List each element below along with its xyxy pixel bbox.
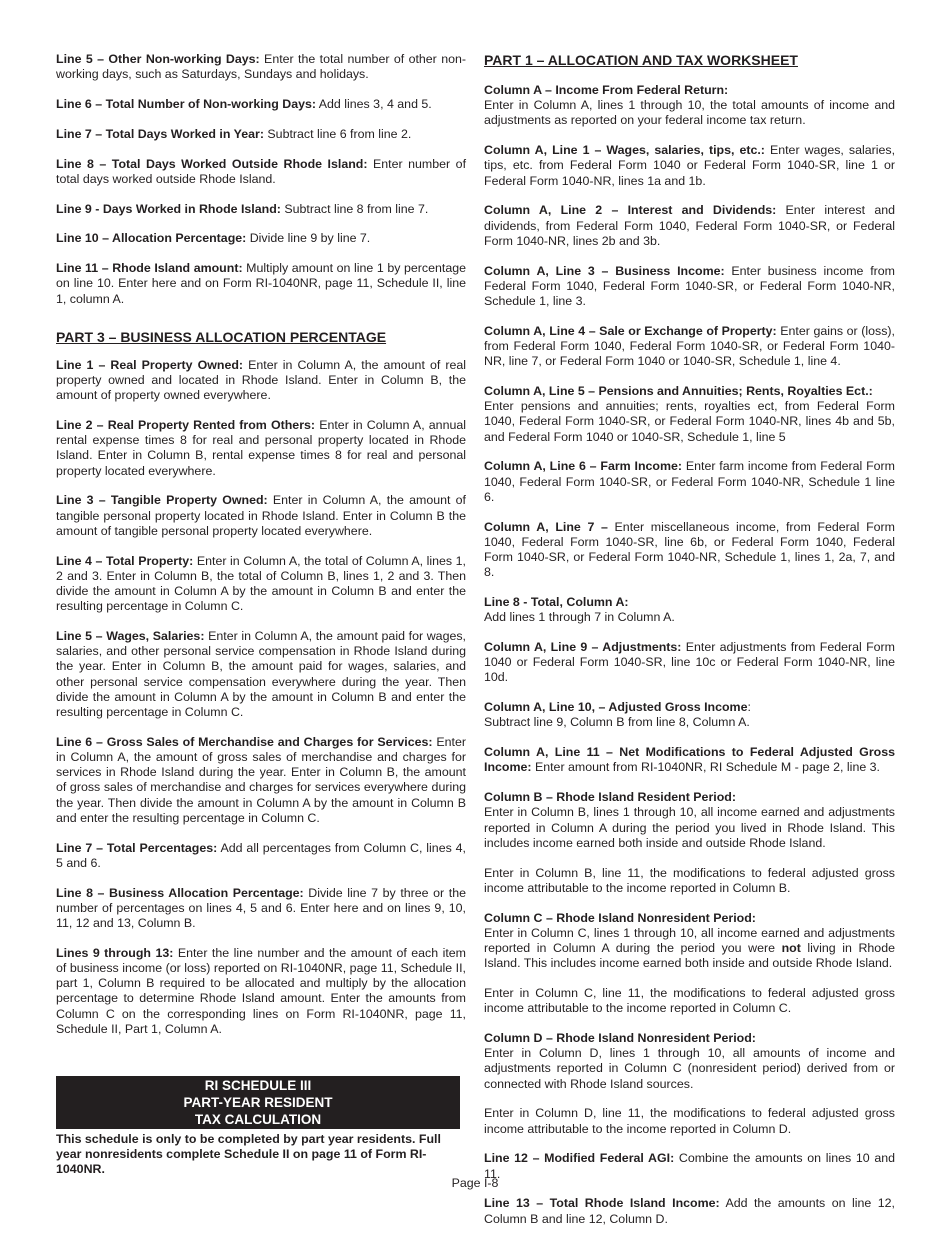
part3-instruction xyxy=(56,735,466,826)
part3-instruction-heading: Line 1 – Real Property Owned: xyxy=(56,357,244,372)
block-body: Enter in Column B, line 11, the modifications to federal adjusted gross income attributable to the income reported in Column B. xyxy=(484,865,895,895)
block-body: Enter interest and dividends, from Federal Form 1040, Federal Form 1040-SR, or Federal Form 1040-NR, lines 2b and 3b. xyxy=(484,203,895,248)
left-lines-top xyxy=(56,52,466,307)
line-instruction xyxy=(56,202,466,217)
instruction-block xyxy=(484,1196,895,1226)
block-heading-text: Column B – Rhode Island Resident Period: xyxy=(484,790,736,805)
block-body: Enter business income from Federal Form 1040, Federal Form 1040-SR, or Federal Form 1040-NR, Schedule 1, line 3. xyxy=(484,263,895,309)
instruction-block xyxy=(484,143,895,189)
part3-instruction xyxy=(56,629,466,720)
instruction-block xyxy=(484,324,895,370)
line-instruction-heading: Line 5 – Other Non-working Days: xyxy=(56,52,260,66)
block-heading xyxy=(484,83,895,98)
line-instruction-heading: Line 6 – Total Number of Non-working Days: xyxy=(56,97,316,111)
instruction-block xyxy=(484,790,895,851)
line-instruction xyxy=(56,157,466,187)
line-instruction xyxy=(56,261,466,307)
block-body: Enter wages, salaries, tips, etc. from Federal Form 1040 or Federal Form 1040-SR, line 1 or Federal Form 1040-NR, lines 1a and 1b. xyxy=(484,143,896,188)
block-heading xyxy=(484,790,895,805)
line-instruction xyxy=(56,127,466,142)
instruction-block xyxy=(484,459,895,505)
block-body: Enter miscellaneous income, from Federal Form 1040, Federal Form 1040-SR, line 6b, or Federal Form 1040, Federal Form 1040-SR, or Federal Form 1040-NR, Schedule 1, lines 1, 2a, 7, and 8. xyxy=(484,519,895,580)
block-heading-text: Column A – Income From Federal Return: xyxy=(484,83,729,97)
line-instruction-text: Enter number of total days worked outside Rhode Island. xyxy=(56,156,467,186)
part3-instruction xyxy=(56,358,466,404)
part3-instruction xyxy=(56,886,466,932)
block-body: Enter in Column D, lines 1 through 10, all amounts of income and adjustments reported in Column C (nonresident period) derived from or connected with Rhode Island sources. xyxy=(484,1046,895,1091)
part3-instruction xyxy=(56,418,466,479)
right-column xyxy=(484,52,895,1241)
line-instruction-text: Subtract line 6 from line 2. xyxy=(263,126,412,141)
block-body: Add lines 1 through 7 in Column A. xyxy=(484,610,675,625)
block-body: Enter in Column A, lines 1 through 10, the total amounts of income and adjustments as reported on your federal income tax return. xyxy=(484,98,895,128)
block-heading: Line 13 – Total Rhode Island Income: xyxy=(484,1196,720,1211)
block-body: Enter gains or (loss), from Federal Form 1040, Federal Form 1040-SR, or Federal Form 1040-NR, line 7, or Federal Form 1040 or 1040-SR, Schedule 1, line 4. xyxy=(484,323,895,369)
part3-instruction xyxy=(56,554,466,615)
block-heading-text: Column A, Line 10, – Adjusted Gross Income xyxy=(484,700,748,715)
block-body: Combine the amounts on lines 10 and 11. xyxy=(484,1151,895,1181)
part3-instruction xyxy=(56,946,466,1037)
page-number: Page I-8 xyxy=(451,1176,499,1190)
line-instruction-heading: Line 8 – Total Days Worked Outside Rhode Island: xyxy=(56,156,368,171)
block-heading: Column A, Line 7 – xyxy=(484,519,608,534)
instruction-block xyxy=(484,640,895,686)
block-body: Enter pensions and annuities; rents, royalties ect, from Federal Form 1040, Federal Form 1040-SR, or Federal Form 1040-NR, lines 4b and 5b, and Federal Form 1040 or 1040-SR, Schedule 1, line 5 xyxy=(484,399,895,444)
line-instruction xyxy=(56,97,466,112)
part3-instruction-heading: Lines 9 through 13: xyxy=(56,945,174,960)
heading-colon: : xyxy=(747,700,751,715)
schedule-iii-box xyxy=(56,1076,460,1129)
block-heading: Line 12 – Modified Federal AGI: xyxy=(484,1151,675,1166)
block-heading: Column A, Line 4 – Sale or Exchange of Property: xyxy=(484,323,777,338)
line-instruction-text: Add lines 3, 4 and 5. xyxy=(316,97,432,111)
line-instruction-text: Subtract line 8 from line 7. xyxy=(280,201,429,216)
part3-title: PART 3 – BUSINESS ALLOCATION PERCENTAGE xyxy=(56,328,387,345)
block-heading-text: Column A, Line 5 – Pensions and Annuities; Rents, Royalties Ect.: xyxy=(484,384,873,399)
block-heading-text: Column D – Rhode Island Nonresident Period: xyxy=(484,1031,756,1046)
block-heading: Column A, Line 11 – Net Modifications to Federal Adjusted Gross Income: xyxy=(484,745,895,775)
part3-instruction-heading: Line 5 – Wages, Salaries: xyxy=(56,629,205,644)
block-body: Enter in Column D, line 11, the modifications to federal adjusted gross income attributable to the income reported in Column D. xyxy=(484,1106,895,1136)
part3-instruction-heading: Line 3 – Tangible Property Owned: xyxy=(56,493,268,508)
instruction-block xyxy=(484,1031,895,1092)
block-heading xyxy=(484,1031,895,1046)
instruction-block xyxy=(484,986,895,1016)
part3-instruction-heading: Line 2 – Real Property Rented from Others: xyxy=(56,418,316,432)
part3-instruction-heading: Line 6 – Gross Sales of Merchandise and Charges for Services: xyxy=(56,734,433,749)
line-instruction-heading: Line 10 – Allocation Percentage: xyxy=(56,231,247,246)
instruction-block xyxy=(484,520,895,581)
line-instruction-text: Multiply amount on line 1 by percentage on line 10. Enter here and on Form RI-1040NR, page 11, Schedule II, line 1, column A. xyxy=(56,261,467,306)
part1-blocks xyxy=(484,83,895,896)
block-heading xyxy=(484,595,895,610)
instruction-block xyxy=(484,1106,895,1136)
block-heading-text: Line 8 - Total, Column A: xyxy=(484,595,629,610)
block-heading xyxy=(484,384,895,399)
column-c-body-text-2: living in Rhode Island. This includes income earned both inside and outside Rhode Island. xyxy=(484,941,895,971)
part3-instruction-text: Enter in Column A, the amount of tangible personal property located in Rhode Island. Enter in Column B the amount of tangible personal property located everywhere. xyxy=(56,493,466,538)
part3-instruction-heading: Line 7 – Total Percentages: xyxy=(56,840,218,855)
part3-lines xyxy=(56,358,466,1037)
line-instruction xyxy=(56,52,466,82)
instruction-block xyxy=(484,595,895,625)
block-heading: Column A, Line 3 – Business Income: xyxy=(484,263,725,278)
part3-instruction-text: Enter in Column A, the amount paid for wages, salaries, and other personal service compensation in Rhode Island during the year. Enter in Column B, the amount paid for wages, salaries, and other personal service compensation everywhere during the year. Then divide the amount in Column A by the amount in Column B and enter the resulting percentage in Column C. xyxy=(56,629,466,720)
block-body: Enter farm income from Federal Form 1040, Federal Form 1040-SR, or Federal Form 1040-NR, Schedule 1 line 6. xyxy=(484,459,895,504)
block-body: Enter amount from RI-1040NR, RI Schedule M - page 2, line 3. xyxy=(531,760,880,775)
line-instruction-text: Enter the total number of other non-working days, such as Saturdays, Sundays and holidays. xyxy=(56,52,466,82)
block-body: Enter in Column C, line 11, the modifications to federal adjusted gross income attributable to the income reported in Column C. xyxy=(484,986,895,1016)
block-body: Add the amounts on line 12, Column B and line 12, Column D. xyxy=(484,1196,895,1226)
schedule-box-line-3: TAX CALCULATION xyxy=(194,1112,322,1127)
part1-title: PART 1 – ALLOCATION AND TAX WORKSHEET xyxy=(484,52,798,68)
instruction-block xyxy=(484,700,895,730)
part3-instruction-text: Enter in Column A, the total of Column A, lines 1, 2 and 3. Enter in Column B, the total of Column B, lines 1, 2 and 3. Then divide the amount in Column A by the amount in Column B and enter the resulting percentage in Column C. xyxy=(56,553,467,614)
part3-instruction-text: Divide line 7 by three or the number of percentages on lines 4, 5 and 6. Enter here and on lines 9, 10, 11, 12 and 13, Column B. xyxy=(56,885,466,931)
column-c-heading: Column C – Rhode Island Nonresident Period: xyxy=(484,910,756,925)
line-instruction xyxy=(56,231,466,246)
block-body: Enter adjustments from Federal Form 1040 or Federal Form 1040-SR, line 10c or Federal Form 1040-NR, line 10d. xyxy=(484,640,895,685)
schedule-box-line-2: PART-YEAR RESIDENT xyxy=(183,1095,333,1110)
part3-instruction-text: Enter the line number and the amount of each item of business income (or loss) reported on RI-1040NR, page 11, Schedule II, part 1, Column B required to be allocated and multiply by the allocation percentage to determine Rhode Island amount. Enter the amounts from Column C on the corresponding lines on Form RI-1040NR, page 11, Schedule II, Part 1, Column A. xyxy=(56,945,467,1036)
block-heading xyxy=(484,700,895,715)
instruction-block xyxy=(484,203,895,249)
part3-instruction-text: Enter in Column A, annual rental expense times 8 for real and personal property located in Rhode Island. Enter in Column B, rental expense times 8 for real and personal property located everywhere. xyxy=(56,418,466,478)
line-instruction-heading: Line 7 – Total Days Worked in Year: xyxy=(56,126,264,141)
block-heading: Column A, Line 1 – Wages, salaries, tips, etc.: xyxy=(484,143,765,158)
part3-instruction-text: Enter in Column A, the amount of real property owned and located in Rhode Island. Enter in Column B, the amount of property owned everywhere. xyxy=(56,357,466,403)
instruction-block xyxy=(484,83,895,129)
column-c-emphasis: not xyxy=(781,941,801,956)
line-instruction-heading: Line 9 - Days Worked in Rhode Island: xyxy=(56,201,281,216)
line-instruction-text: Divide line 9 by line 7. xyxy=(246,231,371,246)
line-instruction-heading: Line 11 – Rhode Island amount: xyxy=(56,261,243,276)
block-heading: Column A, Line 9 – Adjustments: xyxy=(484,640,682,655)
part3-instruction-text: Add all percentages from Column C, lines 4, 5 and 6. xyxy=(56,840,466,870)
column-c-body xyxy=(484,926,895,972)
column-c-block xyxy=(484,911,895,972)
part3-instruction xyxy=(56,493,466,539)
instruction-block xyxy=(484,264,895,310)
block-heading: Column A, Line 6 – Farm Income: xyxy=(484,459,683,474)
instruction-block xyxy=(484,384,895,445)
instruction-block xyxy=(484,866,895,896)
part3-instruction xyxy=(56,841,466,871)
part3-instruction-heading: Line 4 – Total Property: xyxy=(56,553,194,568)
instruction-block xyxy=(484,745,895,775)
block-body: Subtract line 9, Column B from line 8, Column A. xyxy=(484,715,750,730)
left-column xyxy=(56,52,466,1052)
block-heading: Column A, Line 2 – Interest and Dividends: xyxy=(484,203,777,218)
schedule-box-line-1: RI SCHEDULE III xyxy=(204,1078,312,1093)
part3-instruction-text: Enter in Column A, the amount of gross sales of merchandise and charges for services in Rhode Island during the year. Enter in Column B, the amount of gross sales of merchandise and charges for services everywhere during the year. Then divide the amount in Column A by the amount in Column B and enter the resulting percentage in Column C. xyxy=(56,734,466,825)
column-c-body-text: Enter in Column C, lines 1 through 10, all income earned and adjustments reported in Column A during the period you were xyxy=(484,925,895,956)
part3-instruction-heading: Line 8 – Business Allocation Percentage: xyxy=(56,885,304,900)
block-body: Enter in Column B, lines 1 through 10, all income earned and adjustments reported in Column A during the period you lived in Rhode Island. This includes income earned both inside and outside Rhode Island. xyxy=(484,805,895,850)
schedule-note: This schedule is only to be completed by part year residents. Full year nonresidents complete Schedule II on page 11 of Form RI-1040NR. xyxy=(56,1132,441,1177)
